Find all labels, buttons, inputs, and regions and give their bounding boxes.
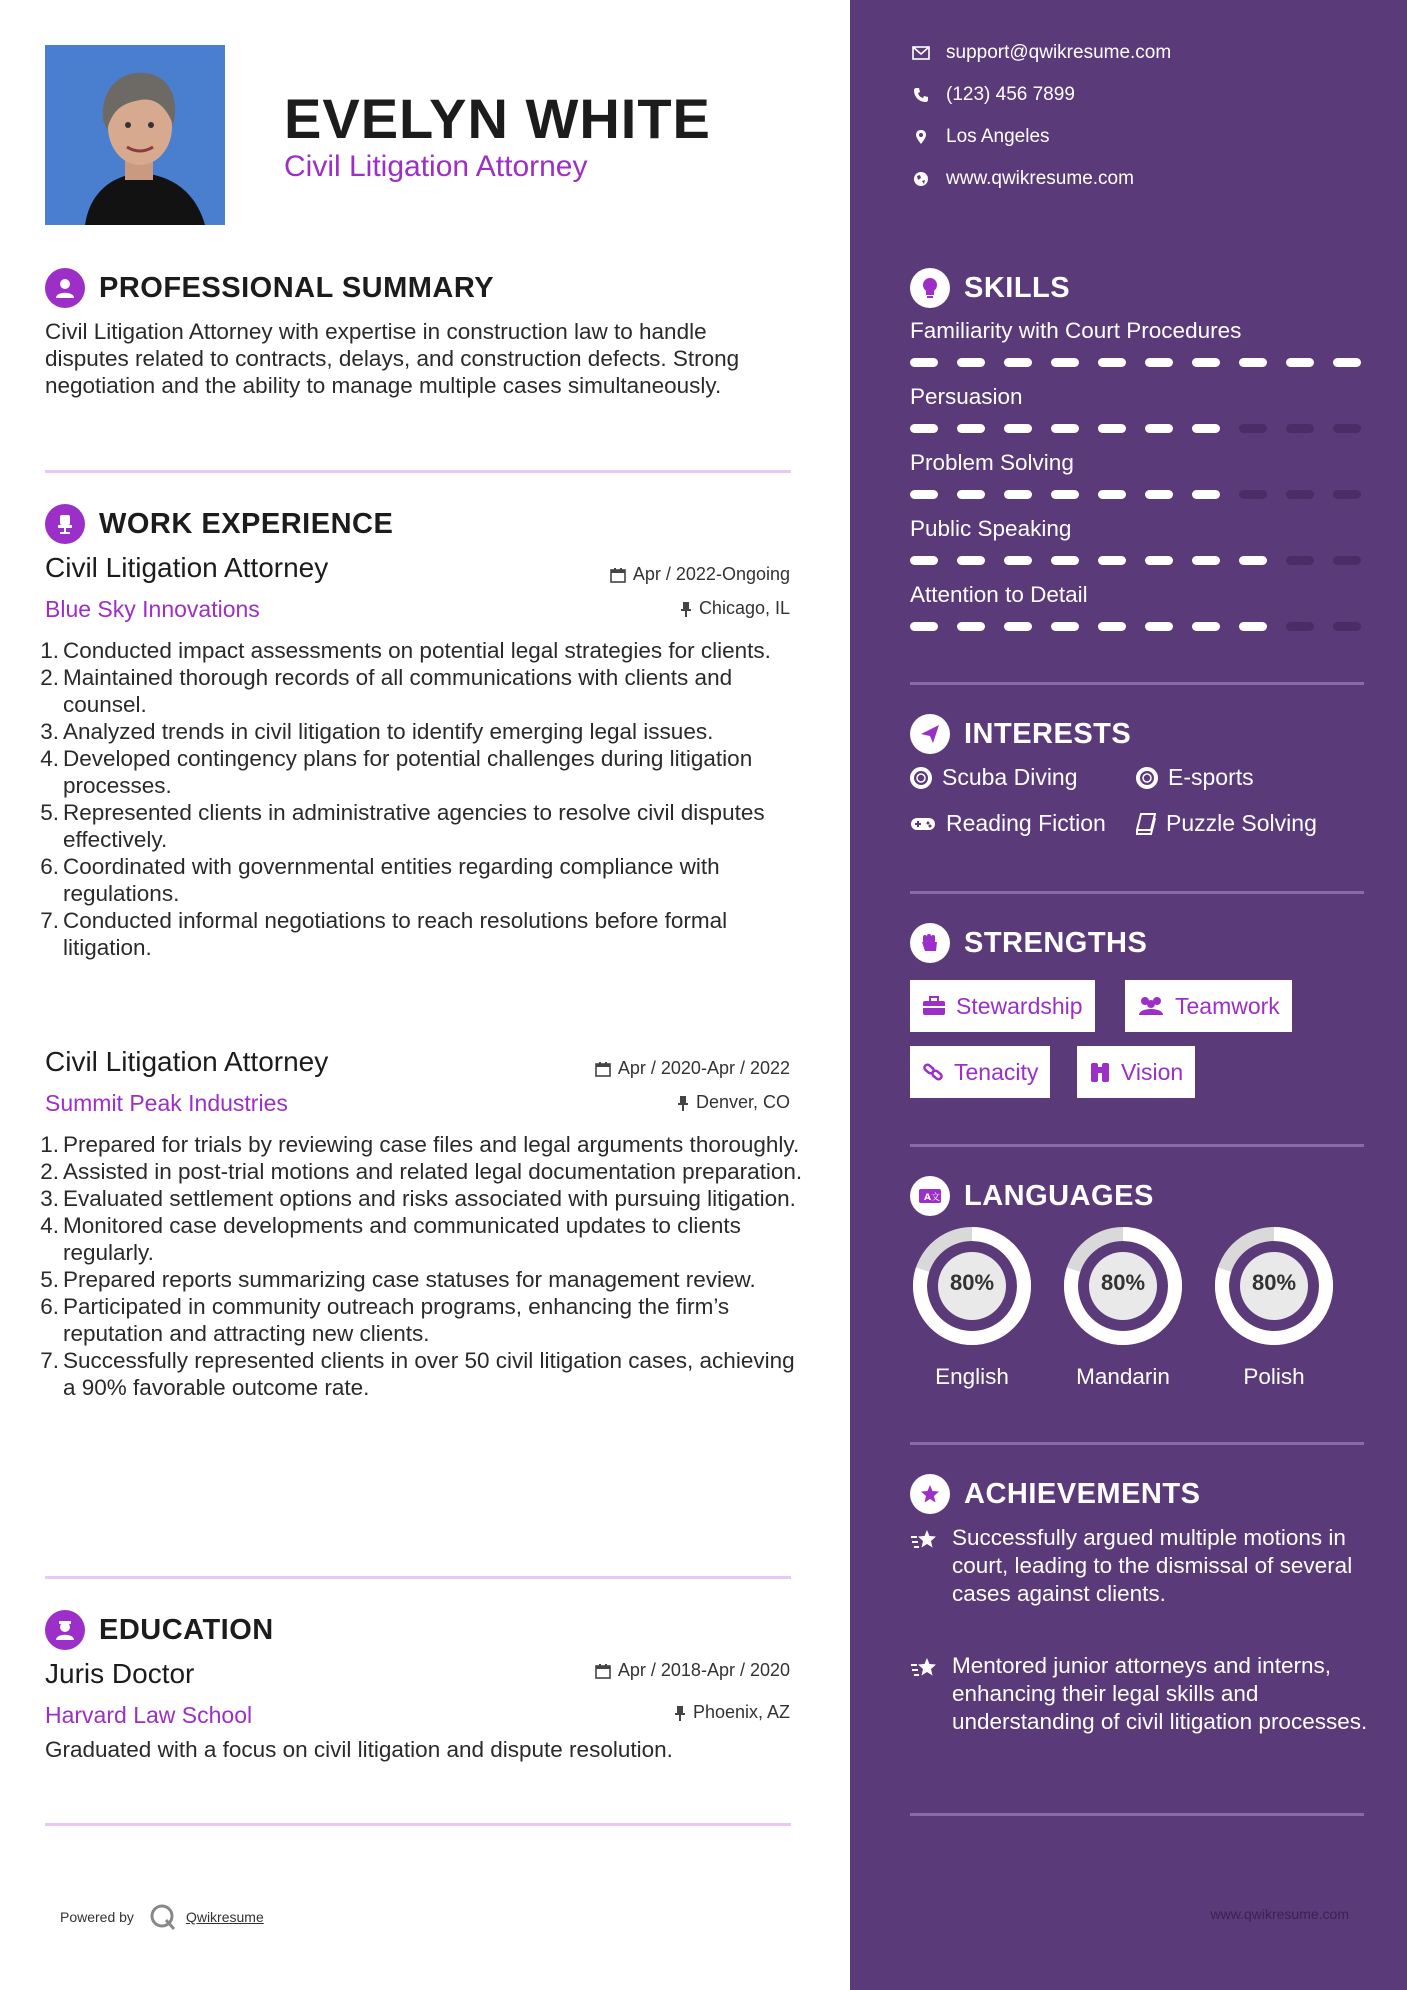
skills-title: SKILLS bbox=[964, 271, 1071, 304]
language-ring bbox=[1212, 1224, 1336, 1353]
language-name: English bbox=[935, 1364, 1009, 1389]
section-divider bbox=[910, 1442, 1364, 1445]
interest-label: Reading Fiction bbox=[946, 810, 1106, 836]
list-item: 7. Conducted informal negotiations to reach resolutions before formal litigation. bbox=[40, 908, 728, 960]
skill-dash-filled bbox=[1004, 556, 1032, 565]
summary-text: Civil Litigation Attorney with expertise in construction law to handle disputes related to contracts, delays, and construction defects. Strong negotiation and the ability to manage multiple cases simultaneously. bbox=[45, 319, 740, 398]
section-divider bbox=[910, 1144, 1364, 1147]
pin-icon bbox=[674, 1705, 686, 1721]
company-name: Summit Peak Industries bbox=[45, 1090, 288, 1116]
skill-dash-filled bbox=[1192, 358, 1220, 367]
skill-dash-filled bbox=[1333, 358, 1361, 367]
list-item: 1. Conducted impact assessments on potential legal strategies for clients. bbox=[40, 638, 771, 663]
skill-dash-filled bbox=[1004, 424, 1032, 433]
job-location bbox=[677, 1092, 790, 1113]
job-location bbox=[680, 598, 790, 619]
lifebuoy-icon bbox=[1136, 767, 1158, 789]
skill-dash-filled bbox=[910, 622, 938, 631]
phone-icon bbox=[910, 87, 932, 103]
map-pin-icon bbox=[910, 129, 932, 145]
pin-icon bbox=[677, 1095, 689, 1111]
fist-icon bbox=[910, 923, 950, 963]
education-location-text: Phoenix, AZ bbox=[692, 1702, 790, 1722]
interest-label: E-sports bbox=[1168, 764, 1254, 790]
list-item: 5. Prepared reports summarizing case statuses for management review. bbox=[40, 1267, 756, 1292]
skill-name: Persuasion bbox=[910, 384, 1023, 409]
strength-label: Vision bbox=[1121, 1058, 1184, 1085]
skill-level-bar bbox=[910, 424, 1364, 433]
language-name: Mandarin bbox=[1076, 1364, 1170, 1389]
skill-level-bar bbox=[910, 358, 1364, 367]
shooting-star-icon bbox=[910, 1656, 940, 1680]
skill-dash-empty bbox=[1333, 622, 1361, 631]
job-dates-text: Apr / 2022-Ongoing bbox=[632, 564, 790, 584]
job-dates bbox=[610, 564, 790, 585]
list-item: 6. Participated in community outreach programs, enhancing the firm’s reputation and attracting new clients. bbox=[40, 1294, 730, 1346]
skills-heading bbox=[910, 268, 1070, 308]
envelope-icon bbox=[910, 46, 932, 60]
skill-dash-empty bbox=[1286, 490, 1314, 499]
skill-dash-filled bbox=[910, 490, 938, 499]
job-title: Civil Litigation Attorney bbox=[45, 552, 329, 583]
phone-text: (123) 456 7899 bbox=[946, 84, 1075, 105]
powered-by-label: Powered by bbox=[60, 1909, 134, 1925]
skill-dash-filled bbox=[1192, 490, 1220, 499]
interest-item bbox=[910, 764, 1078, 791]
skill-dash-empty bbox=[1333, 424, 1361, 433]
skill-dash-filled bbox=[910, 424, 938, 433]
list-item: 5. Represented clients in administrative agencies to resolve civil disputes effectively. bbox=[40, 800, 765, 852]
summary-heading bbox=[45, 268, 494, 308]
skill-dash-filled bbox=[1192, 622, 1220, 631]
skill-name: Problem Solving bbox=[910, 450, 1074, 475]
paper-plane-icon bbox=[910, 714, 950, 754]
skill-level-bar bbox=[910, 556, 1364, 565]
interests-title: INTERESTS bbox=[964, 717, 1132, 750]
job-bullets bbox=[40, 1131, 803, 1401]
skill-dash-filled bbox=[957, 490, 985, 499]
skill-dash-filled bbox=[1051, 556, 1079, 565]
skill-dash-filled bbox=[1145, 556, 1173, 565]
skill-dash-empty bbox=[1239, 424, 1267, 433]
skill-dash-filled bbox=[1098, 358, 1126, 367]
skill-dash-empty bbox=[1333, 490, 1361, 499]
languages-title: LANGUAGES bbox=[964, 1179, 1154, 1212]
calendar-icon bbox=[610, 567, 626, 583]
achievement-item bbox=[910, 1524, 1370, 1608]
link-icon bbox=[922, 1061, 944, 1083]
summary-title: PROFESSIONAL SUMMARY bbox=[99, 271, 495, 304]
graduate-icon bbox=[45, 1610, 85, 1650]
list-item: 6. Coordinated with governmental entities regarding compliance with regulations. bbox=[40, 854, 720, 906]
skill-dash-filled bbox=[1239, 556, 1267, 565]
interest-item bbox=[910, 810, 1106, 837]
footer-website[interactable]: www.qwikresume.com bbox=[1210, 1906, 1349, 1922]
job-title: Civil Litigation Attorney bbox=[45, 1046, 329, 1077]
contact-website[interactable] bbox=[910, 168, 1134, 190]
skill-dash-filled bbox=[1098, 490, 1126, 499]
language-percent: 80% bbox=[949, 1270, 995, 1295]
achievement-item bbox=[910, 1652, 1370, 1736]
school-name: Harvard Law School bbox=[45, 1702, 253, 1728]
skill-dash-filled bbox=[1004, 622, 1032, 631]
skill-dash-filled bbox=[957, 358, 985, 367]
strengths-title: STRENGTHS bbox=[964, 926, 1148, 959]
binoculars-icon bbox=[1089, 1061, 1111, 1083]
skill-dash-empty bbox=[1286, 424, 1314, 433]
list-item: 3. Evaluated settlement options and risks associated with pursuing litigation. bbox=[40, 1186, 796, 1211]
briefcase-icon bbox=[922, 996, 946, 1016]
achievement-text: Mentored junior attorneys and interns, enhancing their legal skills and understanding of civil litigation processes. bbox=[952, 1653, 1368, 1734]
skill-dash-filled bbox=[957, 556, 985, 565]
qwikresume-link[interactable]: Qwikresume bbox=[185, 1909, 264, 1925]
footer-powered-by bbox=[60, 1902, 264, 1932]
achievements-title: ACHIEVEMENTS bbox=[964, 1477, 1201, 1510]
job-dates-text: Apr / 2020-Apr / 2022 bbox=[617, 1058, 790, 1078]
experience-heading bbox=[45, 504, 393, 544]
strength-label: Teamwork bbox=[1175, 992, 1280, 1019]
education-description: Graduated with a focus on civil litigation and dispute resolution. bbox=[45, 1737, 673, 1762]
list-item: 4. Developed contingency plans for potential challenges during litigation processes. bbox=[40, 746, 753, 798]
skill-dash-filled bbox=[1098, 556, 1126, 565]
section-divider bbox=[45, 1576, 791, 1579]
pin-icon bbox=[680, 601, 692, 617]
job-location-text: Denver, CO bbox=[695, 1092, 790, 1112]
skill-dash-filled bbox=[1145, 622, 1173, 631]
interest-item bbox=[1136, 810, 1317, 837]
interest-item bbox=[1136, 764, 1254, 791]
education-title: EDUCATION bbox=[99, 1613, 274, 1646]
svg-text:文: 文 bbox=[931, 1193, 941, 1203]
strength-chip bbox=[1077, 1046, 1195, 1098]
skill-dash-filled bbox=[1145, 424, 1173, 433]
gamepad-icon bbox=[910, 815, 936, 833]
strength-label: Tenacity bbox=[954, 1058, 1039, 1085]
contact-email[interactable] bbox=[910, 42, 1171, 64]
skill-dash-filled bbox=[1098, 622, 1126, 631]
user-icon bbox=[45, 268, 85, 308]
list-item: 2. Maintained thorough records of all communications with clients and counsel. bbox=[40, 665, 733, 717]
skill-name: Familiarity with Court Procedures bbox=[910, 318, 1242, 343]
skill-dash-filled bbox=[1192, 424, 1220, 433]
language-percent: 80% bbox=[1100, 1270, 1146, 1295]
email-text: support@qwikresume.com bbox=[946, 42, 1172, 63]
list-item: 7. Successfully represented clients in over 50 civil litigation cases, achieving a 90% favorable outcome rate. bbox=[40, 1348, 795, 1400]
language-ring bbox=[910, 1224, 1034, 1353]
section-divider bbox=[910, 1813, 1364, 1816]
job-bullets bbox=[40, 637, 803, 961]
list-item: 2. Assisted in post-trial motions and related legal documentation preparation. bbox=[40, 1159, 803, 1184]
skill-dash-filled bbox=[910, 556, 938, 565]
achievement-text: Successfully argued multiple motions in court, leading to the dismissal of several cases against clients. bbox=[952, 1525, 1353, 1606]
skill-name: Public Speaking bbox=[910, 516, 1072, 541]
skill-dash-empty bbox=[1286, 556, 1314, 565]
section-divider bbox=[910, 891, 1364, 894]
qwikresume-logo-icon bbox=[148, 1902, 178, 1932]
language-percent: 80% bbox=[1251, 1270, 1297, 1295]
degree: Juris Doctor bbox=[45, 1658, 195, 1689]
interest-label: Puzzle Solving bbox=[1166, 810, 1317, 836]
skill-dash-filled bbox=[1051, 490, 1079, 499]
languages-heading bbox=[910, 1176, 1154, 1216]
skill-dash-filled bbox=[1239, 358, 1267, 367]
skill-dash-filled bbox=[957, 622, 985, 631]
list-item: 1. Prepared for trials by reviewing case files and legal arguments thoroughly. bbox=[40, 1132, 800, 1157]
education-heading bbox=[45, 1610, 274, 1650]
location-text: Los Angeles bbox=[946, 126, 1050, 147]
strength-chip bbox=[1125, 980, 1292, 1032]
lifebuoy-icon bbox=[910, 767, 932, 789]
list-item: 3. Analyzed trends in civil litigation to identify emerging legal issues. bbox=[40, 719, 714, 744]
skill-dash-filled bbox=[1286, 358, 1314, 367]
skill-dash-filled bbox=[1004, 490, 1032, 499]
interests-heading bbox=[910, 714, 1131, 754]
achievements-heading bbox=[910, 1474, 1200, 1514]
svg-text:A: A bbox=[924, 1193, 931, 1203]
skill-level-bar bbox=[910, 490, 1364, 499]
skill-dash-filled bbox=[1192, 556, 1220, 565]
job-dates bbox=[595, 1058, 790, 1079]
education-dates-text: Apr / 2018-Apr / 2020 bbox=[617, 1660, 790, 1680]
skill-dash-filled bbox=[1051, 358, 1079, 367]
skill-dash-empty bbox=[1286, 622, 1314, 631]
skill-dash-filled bbox=[1051, 622, 1079, 631]
website-text: www.qwikresume.com bbox=[946, 168, 1134, 189]
profile-photo bbox=[45, 45, 225, 225]
experience-title: WORK EXPERIENCE bbox=[99, 507, 394, 540]
strength-label: Stewardship bbox=[956, 992, 1083, 1019]
globe-icon bbox=[910, 171, 932, 187]
contact-phone[interactable] bbox=[910, 84, 1075, 106]
section-divider bbox=[910, 682, 1364, 685]
star-badge-icon bbox=[910, 1474, 950, 1514]
chair-icon bbox=[45, 504, 85, 544]
skill-dash-filled bbox=[1145, 358, 1173, 367]
skill-dash-filled bbox=[1051, 424, 1079, 433]
calendar-icon bbox=[595, 1663, 611, 1679]
candidate-title: Civil Litigation Attorney bbox=[284, 150, 588, 183]
strength-chip bbox=[910, 980, 1095, 1032]
shooting-star-icon bbox=[910, 1528, 940, 1552]
translate-icon bbox=[910, 1176, 950, 1216]
section-divider bbox=[45, 1823, 791, 1826]
education-dates bbox=[595, 1660, 790, 1681]
job-location-text: Chicago, IL bbox=[698, 598, 790, 618]
skill-dash-filled bbox=[910, 358, 938, 367]
skill-dash-filled bbox=[1145, 490, 1173, 499]
section-divider bbox=[45, 470, 791, 473]
lightbulb-icon bbox=[910, 268, 950, 308]
skill-dash-filled bbox=[1098, 424, 1126, 433]
skill-dash-empty bbox=[1239, 490, 1267, 499]
education-location bbox=[674, 1702, 790, 1723]
skill-level-bar bbox=[910, 622, 1364, 631]
skill-dash-filled bbox=[1004, 358, 1032, 367]
interest-label: Scuba Diving bbox=[942, 764, 1078, 790]
sidebar bbox=[850, 0, 1407, 1990]
book-icon bbox=[1136, 813, 1156, 835]
strength-chip bbox=[910, 1046, 1050, 1098]
list-item: 4. Monitored case developments and communicated updates to clients regularly. bbox=[40, 1213, 741, 1265]
skill-dash-filled bbox=[957, 424, 985, 433]
skill-dash-filled bbox=[1239, 622, 1267, 631]
contact-location bbox=[910, 126, 1050, 148]
language-ring bbox=[1061, 1224, 1185, 1353]
users-icon bbox=[1137, 996, 1165, 1016]
skill-dash-empty bbox=[1333, 556, 1361, 565]
strengths-heading bbox=[910, 923, 1147, 963]
skill-name: Attention to Detail bbox=[910, 582, 1088, 607]
calendar-icon bbox=[595, 1061, 611, 1077]
language-name: Polish bbox=[1243, 1364, 1305, 1389]
candidate-name: EVELYN WHITE bbox=[284, 87, 711, 150]
company-name: Blue Sky Innovations bbox=[45, 596, 260, 622]
